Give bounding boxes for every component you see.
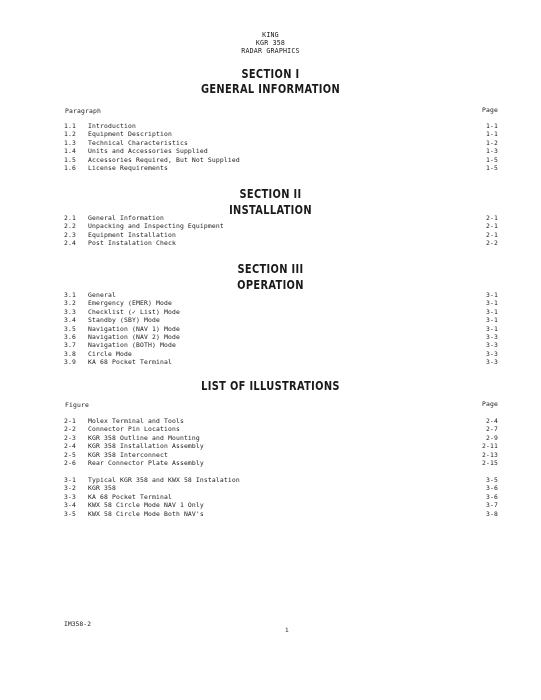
figure-row <box>0 425 541 433</box>
toc-title: Navigation (NAV 2) Mode <box>88 333 180 341</box>
figure-title: KWX 58 Circle Mode NAV 1 Only <box>88 501 204 510</box>
figure-row <box>0 434 541 442</box>
toc-number: 3.9 <box>64 358 76 367</box>
toc-number: 3.1 <box>64 291 76 299</box>
toc-row <box>0 164 541 172</box>
figure-page: 3-5 <box>486 476 498 484</box>
section-1-title: SECTION I <box>241 67 300 81</box>
toc-title: Equipment Description <box>88 130 172 139</box>
toc-title: License Requirements <box>88 164 168 172</box>
toc-title: General <box>88 291 116 299</box>
toc-row <box>0 358 541 366</box>
toc-page: 3-1 <box>486 324 498 333</box>
figure-title: Rear Connector Plate Assembly <box>88 459 204 467</box>
toc-row <box>0 130 541 138</box>
figure-page: 2-9 <box>486 433 498 442</box>
toc-page: 1-2 <box>486 138 498 147</box>
toc-title: Standby (SBY) Mode <box>88 316 160 325</box>
toc-row <box>0 122 541 130</box>
toc-page: 3-1 <box>486 291 498 299</box>
toc-title: Accessories Required, But Not Supplied <box>88 155 240 164</box>
figure-title: KWX 58 Circle Mode Both NAV's <box>88 509 204 518</box>
figure-row <box>0 459 541 467</box>
toc-row <box>0 139 541 147</box>
toc-row <box>0 299 541 307</box>
toc-page: 3-3 <box>486 349 498 358</box>
toc-number: 3.6 <box>64 333 76 341</box>
figure-page: 2-4 <box>486 417 498 425</box>
toc-page: 2-1 <box>486 222 498 231</box>
toc-number: 3.4 <box>64 316 76 325</box>
toc-page: 3-1 <box>486 299 498 308</box>
figure-page: 3-7 <box>486 501 498 510</box>
toc-page: 2-1 <box>486 230 498 239</box>
toc-row <box>0 350 541 358</box>
figure-number: 2-5 <box>64 450 76 459</box>
header-line-3: RADAR GRAPHICS <box>241 47 300 55</box>
header-line-1: KING <box>262 31 279 39</box>
section-1-subtitle: GENERAL INFORMATION <box>200 82 341 96</box>
figure-row <box>0 493 541 501</box>
toc-number: 3.2 <box>64 299 76 308</box>
toc-number: 2.2 <box>64 222 76 231</box>
toc-row <box>0 239 541 247</box>
figure-number: 3-4 <box>64 501 76 510</box>
figure-row <box>0 451 541 459</box>
toc-title: Unpacking and Inspecting Equipment <box>88 222 224 231</box>
toc-number: 3.5 <box>64 324 76 333</box>
toc-number: 1.2 <box>64 130 76 139</box>
toc-row <box>0 316 541 324</box>
figure-row <box>0 501 541 509</box>
header-line-2: KGR 358 <box>255 39 286 47</box>
figure-number: 3-2 <box>64 484 76 493</box>
toc-page: 2-2 <box>486 239 498 248</box>
figure-title: KA 68 Pocket Terminal <box>88 492 172 501</box>
toc-page: 3-3 <box>486 341 498 350</box>
illustrations-title: LIST OF ILLUSTRATIONS <box>201 379 340 393</box>
toc-number: 1.3 <box>64 138 76 147</box>
toc-page: 1-1 <box>486 122 498 130</box>
toc-row <box>0 156 541 164</box>
figure-title: KGR 358 Interconnect <box>88 450 168 459</box>
figure-title: Molex Terminal and Tools <box>88 417 184 425</box>
figure-row <box>0 442 541 450</box>
figure-number: 3-1 <box>64 476 76 484</box>
document-number: IM358-2 <box>64 620 91 628</box>
toc-number: 1.1 <box>64 122 76 130</box>
toc-row <box>0 308 541 316</box>
toc-row <box>0 222 541 230</box>
page-column-label: Page <box>482 106 498 114</box>
toc-row <box>0 333 541 341</box>
section-3-title: SECTION III <box>237 262 304 276</box>
toc-page: 1-3 <box>486 147 498 156</box>
figure-number: 2-6 <box>64 459 76 467</box>
toc-row <box>0 291 541 299</box>
figure-column-label: Figure <box>65 401 89 409</box>
toc-title: Introduction <box>88 122 136 130</box>
toc-page: 2-1 <box>486 214 498 222</box>
toc-number: 1.4 <box>64 147 76 156</box>
figure-title: KGR 358 Installation Assembly <box>88 442 204 451</box>
toc-page: 1-5 <box>486 164 498 172</box>
toc-row <box>0 341 541 349</box>
toc-row <box>0 214 541 222</box>
toc-row <box>0 325 541 333</box>
figure-page: 3-8 <box>486 509 498 518</box>
section-2-title: SECTION II <box>239 187 302 201</box>
toc-page: 3-1 <box>486 307 498 316</box>
figure-title: KGR 358 <box>88 484 116 493</box>
toc-number: 3.8 <box>64 349 76 358</box>
figure-number: 3-5 <box>64 509 76 518</box>
toc-title: Circle Mode <box>88 349 132 358</box>
toc-title: Navigation (NAV 1) Mode <box>88 324 180 333</box>
toc-title: Equipment Installation <box>88 230 176 239</box>
toc-title: KA 68 Pocket Terminal <box>88 358 172 367</box>
toc-number: 1.6 <box>64 164 76 172</box>
toc-number: 2.3 <box>64 230 76 239</box>
toc-title: Technical Characteristics <box>88 138 188 147</box>
figure-row <box>0 476 541 484</box>
figure-page: 2-13 <box>482 450 498 459</box>
figure-page: 2-15 <box>482 459 498 467</box>
toc-number: 3.7 <box>64 341 76 350</box>
figure-page: 3-6 <box>486 492 498 501</box>
section-3-subtitle: OPERATION <box>237 278 304 292</box>
toc-number: 3.3 <box>64 307 76 316</box>
page-number: i <box>285 626 289 634</box>
figure-title: Connector Pin Locations <box>88 425 180 434</box>
section-2-subtitle: INSTALLATION <box>229 203 312 217</box>
toc-page: 1-5 <box>486 155 498 164</box>
toc-page: 3-3 <box>486 358 498 367</box>
figure-title: KGR 358 Outline and Mounting <box>88 433 200 442</box>
toc-row <box>0 147 541 155</box>
toc-row <box>0 231 541 239</box>
toc-number: 1.5 <box>64 155 76 164</box>
toc-title: Units and Accessories Supplied <box>88 147 208 156</box>
toc-number: 2.4 <box>64 239 76 248</box>
toc-title: Emergency (EMER) Mode <box>88 299 172 308</box>
page-column-label: Page <box>482 400 498 408</box>
toc-title: Navigation (BOTH) Mode <box>88 341 176 350</box>
toc-page: 3-3 <box>486 333 498 341</box>
toc-page: 1-1 <box>486 130 498 139</box>
paragraph-column-label: Paragraph <box>65 107 101 115</box>
figure-number: 2-1 <box>64 417 76 425</box>
figure-row <box>0 484 541 492</box>
toc-title: General Information <box>88 214 164 222</box>
figure-page: 2-7 <box>486 425 498 434</box>
toc-number: 2.1 <box>64 214 76 222</box>
figure-title: Typical KGR 358 and KWX 58 Instalation <box>88 476 240 484</box>
figure-number: 3-3 <box>64 492 76 501</box>
figure-page: 3-6 <box>486 484 498 493</box>
toc-page: 3-1 <box>486 316 498 325</box>
figure-number: 2-4 <box>64 442 76 451</box>
toc-title: Post Instalation Check <box>88 239 176 248</box>
figure-page: 2-11 <box>482 442 498 451</box>
figure-row <box>0 510 541 518</box>
figure-number: 2-2 <box>64 425 76 434</box>
figure-row <box>0 417 541 425</box>
toc-title: Checklist (✓ List) Mode <box>88 307 180 316</box>
figure-number: 2-3 <box>64 433 76 442</box>
